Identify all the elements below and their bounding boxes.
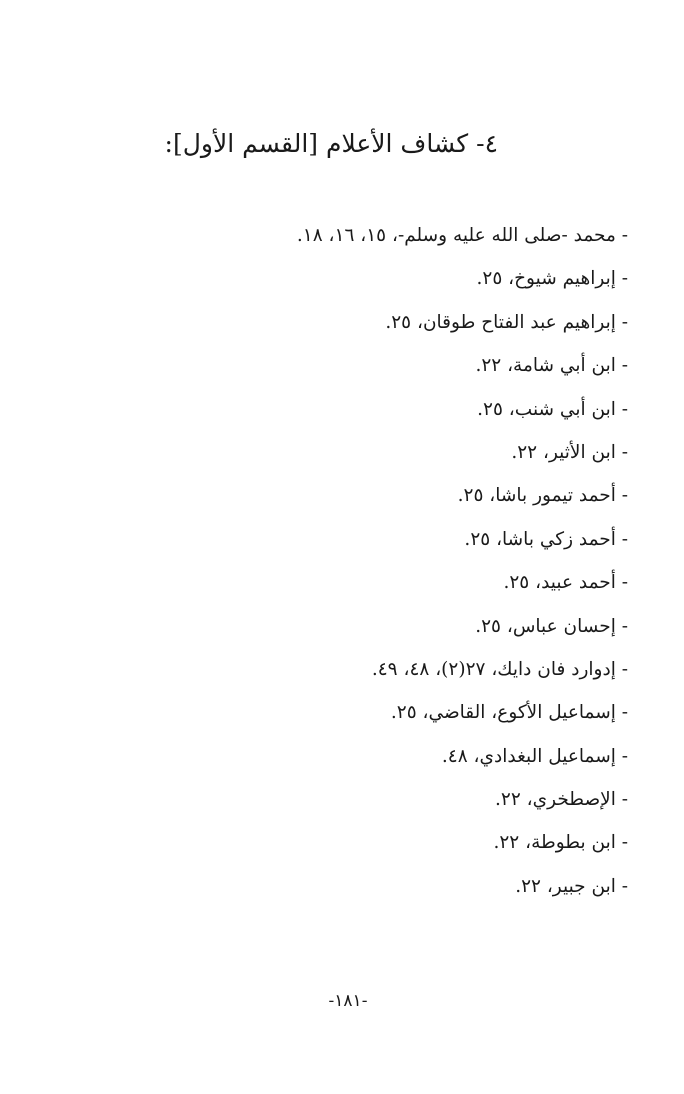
index-entry: - ابن جبير، ٢٢. [515, 875, 628, 897]
index-entry: - أحمد زكي باشا، ٢٥. [464, 528, 628, 550]
index-entry: - ابن الأثير، ٢٢. [511, 441, 628, 463]
index-entry: - ابن أبي شنب، ٢٥. [477, 398, 628, 420]
index-entry: - إسماعيل البغدادي، ٤٨. [441, 745, 628, 767]
section-heading: ٤- كشاف الأعلام [القسم الأول]: [164, 129, 498, 158]
index-entry: - إبراهيم شيوخ، ٢٥. [476, 268, 628, 290]
index-entry: - إبراهيم عبد الفتاح طوقان، ٢٥. [385, 311, 628, 333]
index-entry: - إحسان عباس، ٢٥. [475, 615, 628, 637]
index-entry: - ابن بطوطة، ٢٢. [493, 832, 628, 854]
names-index-list [48, 214, 628, 908]
page-number: -١٨١- [328, 991, 368, 1011]
index-entry: - أحمد تيمور باشا، ٢٥. [457, 485, 628, 507]
index-entry: - إدوارد فان دايك، ٢٧(٢)، ٤٨، ٤٩. [371, 658, 628, 680]
index-entry: - ابن أبي شامة، ٢٢. [475, 355, 628, 377]
index-entry: - محمد -صلى الله عليه وسلم-، ١٥، ١٦، ١٨. [296, 225, 628, 246]
index-entry: - إسماعيل الأكوع، القاضي، ٢٥. [390, 702, 628, 724]
index-entry: - الإصطخري، ٢٢. [495, 789, 628, 811]
index-entry: - أحمد عبيد، ٢٥. [503, 572, 628, 594]
